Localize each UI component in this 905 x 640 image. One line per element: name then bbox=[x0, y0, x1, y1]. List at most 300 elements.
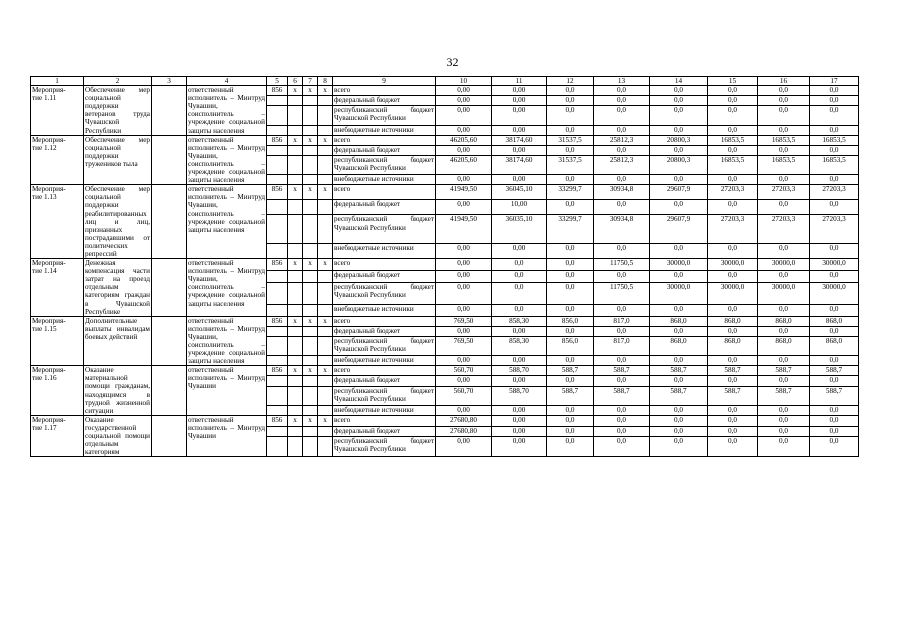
funding-value: 0,0 bbox=[758, 356, 810, 366]
page-number: 32 bbox=[446, 55, 459, 69]
funding-value: 0,00 bbox=[492, 376, 547, 386]
funding-value: 0,0 bbox=[492, 304, 547, 316]
funding-value: 0,00 bbox=[436, 145, 492, 155]
funding-value: 27203,3 bbox=[758, 215, 810, 244]
funding-value: 0,0 bbox=[547, 326, 594, 336]
funding-value: 16853,5 bbox=[708, 155, 758, 174]
funding-value: 0,0 bbox=[810, 175, 859, 185]
classification-mark bbox=[318, 282, 333, 304]
funding-value: 0,00 bbox=[492, 437, 547, 457]
funding-value: 0,00 bbox=[492, 415, 547, 426]
funding-value: 0,0 bbox=[594, 243, 650, 258]
funding-value: 0,0 bbox=[758, 415, 810, 426]
measure-title: Обеспечение мер социальной поддержки реабилитированных лиц и лиц, признанных пострадавшими от политических репрессий bbox=[85, 185, 150, 258]
grbs-code bbox=[267, 405, 288, 415]
funding-value: 0,0 bbox=[594, 437, 650, 457]
grbs-code bbox=[267, 106, 288, 125]
funding-value: 27203,3 bbox=[708, 185, 758, 200]
column-number-header: 1 bbox=[31, 77, 84, 86]
funding-value: 27680,80 bbox=[436, 426, 492, 437]
funding-value: 36035,10 bbox=[492, 215, 547, 244]
funding-value: 30000,0 bbox=[810, 282, 859, 304]
funding-value: 0,0 bbox=[758, 270, 810, 282]
funding-value: 16853,5 bbox=[810, 135, 859, 145]
classification-mark bbox=[303, 326, 318, 336]
funding-value: 0,0 bbox=[708, 106, 758, 125]
funding-value: 38174,60 bbox=[492, 135, 547, 145]
classification-mark bbox=[318, 243, 333, 258]
classification-mark bbox=[303, 215, 318, 244]
funding-value: 588,7 bbox=[758, 366, 810, 376]
classification-mark bbox=[303, 336, 318, 355]
funding-value: 29607,9 bbox=[650, 185, 708, 200]
funding-value: 0,0 bbox=[810, 304, 859, 316]
funding-value: 0,0 bbox=[810, 405, 859, 415]
funding-value: 30000,0 bbox=[810, 259, 859, 271]
funding-value: 0,0 bbox=[547, 270, 594, 282]
funding-value: 0,00 bbox=[436, 356, 492, 366]
classification-mark bbox=[318, 215, 333, 244]
funding-value: 16853,5 bbox=[758, 135, 810, 145]
classification-mark bbox=[318, 200, 333, 215]
funding-value: 588,7 bbox=[594, 366, 650, 376]
column-number-header: 11 bbox=[492, 77, 547, 86]
funding-value: 0,0 bbox=[758, 304, 810, 316]
funding-value: 0,0 bbox=[650, 106, 708, 125]
classification-mark bbox=[303, 304, 318, 316]
classification-mark bbox=[288, 106, 303, 125]
funding-value: 30000,0 bbox=[650, 259, 708, 271]
column-number-header: 3 bbox=[152, 77, 187, 86]
classification-mark bbox=[318, 426, 333, 437]
funding-value: 0,0 bbox=[708, 243, 758, 258]
classification-mark bbox=[318, 356, 333, 366]
funding-value: 0,0 bbox=[594, 415, 650, 426]
funding-value: 0,0 bbox=[547, 96, 594, 106]
funding-value: 31537,5 bbox=[547, 155, 594, 174]
funding-value: 0,0 bbox=[810, 106, 859, 125]
classification-mark bbox=[318, 304, 333, 316]
classification-mark bbox=[288, 376, 303, 386]
classification-mark bbox=[318, 145, 333, 155]
funding-value: 27203,3 bbox=[810, 215, 859, 244]
classification-mark bbox=[303, 270, 318, 282]
funding-value: 0,00 bbox=[492, 175, 547, 185]
funding-value: 30000,0 bbox=[708, 259, 758, 271]
funding-value: 0,0 bbox=[594, 145, 650, 155]
funding-value: 0,0 bbox=[758, 405, 810, 415]
funding-value: 0,00 bbox=[436, 270, 492, 282]
measure-code: Мероприя- тие 1.15 bbox=[31, 316, 84, 366]
column-number-header: 12 bbox=[547, 77, 594, 86]
funding-value: 0,0 bbox=[708, 86, 758, 96]
funding-value: 0,00 bbox=[436, 243, 492, 258]
funding-value: 30000,0 bbox=[758, 259, 810, 271]
funding-value: 0,0 bbox=[594, 106, 650, 125]
grbs-code bbox=[267, 437, 288, 457]
funding-value: 0,0 bbox=[492, 282, 547, 304]
measure-title: Оказание материальной помощи гражданам, находящимся в трудной жизненной ситуации bbox=[85, 366, 150, 415]
funding-value: 0,0 bbox=[547, 200, 594, 215]
funding-value: 0,0 bbox=[758, 145, 810, 155]
classification-mark bbox=[318, 270, 333, 282]
funding-value: 0,0 bbox=[758, 106, 810, 125]
funding-value: 856,0 bbox=[547, 336, 594, 355]
classification-mark bbox=[288, 96, 303, 106]
column-number-header: 10 bbox=[436, 77, 492, 86]
funding-value: 0,00 bbox=[492, 426, 547, 437]
grbs-code bbox=[267, 270, 288, 282]
funding-value: 0,00 bbox=[436, 405, 492, 415]
funding-value: 0,0 bbox=[810, 356, 859, 366]
funding-value: 0,0 bbox=[594, 125, 650, 135]
funding-value: 0,0 bbox=[594, 270, 650, 282]
funding-value: 588,7 bbox=[810, 366, 859, 376]
funding-value: 25812,3 bbox=[594, 155, 650, 174]
funding-value: 0,00 bbox=[492, 96, 547, 106]
measure-title: Обеспечение мер социальной поддержки ветеранов труда Чувашской Республики bbox=[85, 86, 150, 135]
column-number-header: 15 bbox=[708, 77, 758, 86]
funding-value: 0,0 bbox=[547, 175, 594, 185]
funding-value: 0,00 bbox=[492, 106, 547, 125]
funding-value: 0,0 bbox=[758, 326, 810, 336]
funding-value: 30934,8 bbox=[594, 215, 650, 244]
funding-value: 38174,60 bbox=[492, 155, 547, 174]
grbs-code bbox=[267, 426, 288, 437]
funding-value: 0,0 bbox=[810, 145, 859, 155]
funding-source: республиканский бюджет Чувашской Республики bbox=[333, 106, 436, 125]
classification-mark: x bbox=[318, 86, 333, 96]
grbs-code: 856 bbox=[267, 135, 288, 145]
funding-value: 27203,3 bbox=[810, 185, 859, 200]
funding-value: 0,0 bbox=[650, 125, 708, 135]
funding-value: 46205,60 bbox=[436, 135, 492, 145]
funding-value: 0,00 bbox=[436, 437, 492, 457]
classification-mark bbox=[303, 106, 318, 125]
funding-value: 0,00 bbox=[492, 356, 547, 366]
funding-value: 588,7 bbox=[594, 386, 650, 405]
funding-value: 0,00 bbox=[436, 326, 492, 336]
empty-cell bbox=[152, 135, 187, 185]
classification-mark bbox=[318, 437, 333, 457]
funding-value: 0,0 bbox=[547, 282, 594, 304]
funding-value: 0,0 bbox=[547, 376, 594, 386]
measure-executor: ответственный исполнитель – Минтруд Чувашии, соисполнитель – учреждение социальной защиты населения bbox=[188, 86, 265, 135]
funding-source: внебюджетные источники bbox=[333, 175, 436, 185]
funding-value: 0,00 bbox=[492, 125, 547, 135]
funding-value: 0,0 bbox=[810, 437, 859, 457]
funding-value: 0,0 bbox=[810, 426, 859, 437]
funding-value: 588,7 bbox=[547, 366, 594, 376]
funding-value: 0,00 bbox=[436, 200, 492, 215]
funding-value: 0,0 bbox=[650, 405, 708, 415]
funding-value: 868,0 bbox=[650, 336, 708, 355]
classification-mark bbox=[288, 215, 303, 244]
funding-value: 0,0 bbox=[708, 270, 758, 282]
funding-value: 0,0 bbox=[650, 200, 708, 215]
measure-executor: ответственный исполнитель – Минтруд Чувашии, соисполнитель – учреждение социальной защиты населения bbox=[188, 316, 265, 366]
column-number-header: 13 bbox=[594, 77, 650, 86]
funding-value: 16853,5 bbox=[810, 155, 859, 174]
classification-mark bbox=[288, 270, 303, 282]
classification-mark: x bbox=[303, 259, 318, 271]
column-number-header: 17 bbox=[810, 77, 859, 86]
empty-cell bbox=[152, 316, 187, 366]
funding-value: 20800,3 bbox=[650, 135, 708, 145]
funding-value: 0,00 bbox=[492, 243, 547, 258]
funding-value: 0,00 bbox=[492, 145, 547, 155]
funding-value: 0,0 bbox=[708, 326, 758, 336]
classification-mark bbox=[318, 96, 333, 106]
classification-mark: x bbox=[318, 366, 333, 376]
classification-mark bbox=[303, 386, 318, 405]
grbs-code bbox=[267, 386, 288, 405]
funding-value: 0,0 bbox=[594, 86, 650, 96]
grbs-code: 856 bbox=[267, 316, 288, 326]
funding-value: 588,7 bbox=[650, 386, 708, 405]
classification-mark: x bbox=[303, 316, 318, 326]
funding-value: 0,0 bbox=[758, 96, 810, 106]
grbs-code bbox=[267, 215, 288, 244]
classification-mark: x bbox=[288, 415, 303, 426]
funding-value: 0,00 bbox=[492, 326, 547, 336]
funding-value: 0,0 bbox=[810, 326, 859, 336]
classification-mark: x bbox=[318, 185, 333, 200]
funding-value: 0,0 bbox=[708, 145, 758, 155]
grbs-code bbox=[267, 304, 288, 316]
funding-value: 0,0 bbox=[547, 426, 594, 437]
measure-title: Денежная компенсация части затрат на проезд отдельным категориям граждан в Чувашской Республике bbox=[85, 259, 150, 316]
table-row bbox=[31, 86, 859, 96]
funding-value: 0,00 bbox=[436, 282, 492, 304]
funding-source: внебюджетные источники bbox=[333, 356, 436, 366]
funding-value: 0,0 bbox=[758, 86, 810, 96]
funding-value: 0,0 bbox=[650, 356, 708, 366]
funding-value: 27203,3 bbox=[708, 215, 758, 244]
funding-value: 41949,50 bbox=[436, 215, 492, 244]
classification-mark bbox=[318, 376, 333, 386]
funding-value: 30000,0 bbox=[708, 282, 758, 304]
funding-value: 0,00 bbox=[436, 125, 492, 135]
funding-value: 769,50 bbox=[436, 316, 492, 326]
funding-source: республиканский бюджет Чувашской Республики bbox=[333, 437, 436, 457]
funding-value: 0,0 bbox=[708, 96, 758, 106]
classification-mark bbox=[303, 243, 318, 258]
measure-code: Мероприя- тие 1.11 bbox=[31, 86, 84, 136]
funding-value: 0,0 bbox=[594, 200, 650, 215]
classification-mark bbox=[318, 106, 333, 125]
table-row bbox=[31, 259, 859, 271]
measure-code: Мероприя- тие 1.17 bbox=[31, 415, 84, 456]
measure-executor: ответственный исполнитель – Минтруд Чувашии, соисполнитель – учреждение социальной защиты населения bbox=[188, 135, 265, 185]
grbs-code bbox=[267, 356, 288, 366]
funding-value: 0,0 bbox=[492, 259, 547, 271]
measure-executor: ответственный исполнитель – Минтруд Чувашии bbox=[187, 415, 267, 456]
funding-value: 0,0 bbox=[594, 356, 650, 366]
funding-value: 0,0 bbox=[708, 200, 758, 215]
classification-mark bbox=[303, 125, 318, 135]
funding-value: 0,0 bbox=[547, 145, 594, 155]
classification-mark bbox=[288, 125, 303, 135]
funding-value: 30000,0 bbox=[758, 282, 810, 304]
funding-value: 36045,10 bbox=[492, 185, 547, 200]
grbs-code bbox=[267, 376, 288, 386]
column-number-header: 6 bbox=[288, 77, 303, 86]
funding-source: всего bbox=[333, 259, 436, 271]
funding-value: 0,0 bbox=[650, 270, 708, 282]
funding-value: 0,0 bbox=[594, 405, 650, 415]
grbs-code bbox=[267, 125, 288, 135]
table-row bbox=[31, 366, 859, 376]
funding-source: республиканский бюджет Чувашской Республики bbox=[333, 282, 436, 304]
funding-value: 0,0 bbox=[758, 376, 810, 386]
funding-value: 11750,5 bbox=[594, 282, 650, 304]
classification-mark bbox=[288, 437, 303, 457]
funding-value: 0,0 bbox=[650, 243, 708, 258]
funding-value: 769,50 bbox=[436, 336, 492, 355]
funding-source: республиканский бюджет Чувашской Республики bbox=[333, 215, 436, 244]
funding-value: 0,0 bbox=[810, 200, 859, 215]
funding-value: 0,0 bbox=[547, 356, 594, 366]
funding-value: 41949,50 bbox=[436, 185, 492, 200]
table-row bbox=[31, 185, 859, 200]
funding-value: 0,0 bbox=[708, 426, 758, 437]
funding-value: 0,0 bbox=[594, 326, 650, 336]
classification-mark bbox=[303, 426, 318, 437]
funding-value: 0,0 bbox=[810, 243, 859, 258]
funding-value: 0,0 bbox=[492, 270, 547, 282]
funding-value: 868,0 bbox=[810, 316, 859, 326]
funding-source: республиканский бюджет Чувашской Республики bbox=[333, 336, 436, 355]
table-row bbox=[31, 316, 859, 326]
measure-title: Оказание государственной социальной помощи отдельным категориям bbox=[85, 415, 150, 457]
classification-mark bbox=[288, 243, 303, 258]
classification-mark: x bbox=[288, 135, 303, 145]
funding-value: 0,00 bbox=[492, 405, 547, 415]
classification-mark bbox=[303, 200, 318, 215]
classification-mark bbox=[318, 336, 333, 355]
measure-code: Мероприя- тие 1.12 bbox=[31, 135, 84, 185]
funding-value: 0,0 bbox=[650, 86, 708, 96]
grbs-code bbox=[267, 282, 288, 304]
grbs-code: 856 bbox=[267, 415, 288, 426]
funding-source: федеральный бюджет bbox=[333, 200, 436, 215]
classification-mark: x bbox=[318, 135, 333, 145]
funding-value: 27680,80 bbox=[436, 415, 492, 426]
classification-mark bbox=[318, 386, 333, 405]
grbs-code bbox=[267, 96, 288, 106]
classification-mark: x bbox=[288, 259, 303, 271]
classification-mark: x bbox=[318, 259, 333, 271]
funding-value: 0,0 bbox=[758, 437, 810, 457]
funding-source: всего bbox=[333, 366, 436, 376]
measure-code: Мероприя- тие 1.16 bbox=[31, 366, 84, 416]
funding-value: 0,00 bbox=[436, 86, 492, 96]
funding-value: 0,0 bbox=[758, 175, 810, 185]
classification-mark: x bbox=[318, 415, 333, 426]
funding-source: всего bbox=[333, 135, 436, 145]
funding-value: 0,00 bbox=[436, 376, 492, 386]
classification-mark bbox=[303, 155, 318, 174]
grbs-code bbox=[267, 145, 288, 155]
funding-value: 868,0 bbox=[708, 316, 758, 326]
funding-value: 0,0 bbox=[547, 243, 594, 258]
funding-value: 0,0 bbox=[810, 96, 859, 106]
measure-executor: ответственный исполнитель – Минтруд Чувашии, соисполнитель – учреждение социальной защиты населения bbox=[187, 259, 267, 317]
measure-code: Мероприя- тие 1.13 bbox=[31, 185, 84, 259]
classification-mark bbox=[288, 155, 303, 174]
measure-executor: ответственный исполнитель – Минтруд Чувашии, соисполнитель – учреждение социальной защиты населения bbox=[187, 185, 267, 259]
funding-value: 20800,3 bbox=[650, 155, 708, 174]
funding-value: 0,0 bbox=[758, 200, 810, 215]
funding-value: 0,0 bbox=[810, 376, 859, 386]
funding-source: федеральный бюджет bbox=[333, 145, 436, 155]
classification-mark: x bbox=[318, 316, 333, 326]
funding-value: 0,0 bbox=[650, 326, 708, 336]
funding-value: 0,0 bbox=[547, 304, 594, 316]
funding-value: 0,0 bbox=[547, 106, 594, 125]
funding-value: 11750,5 bbox=[594, 259, 650, 271]
funding-value: 25812,3 bbox=[594, 135, 650, 145]
classification-mark bbox=[288, 336, 303, 355]
grbs-code bbox=[267, 326, 288, 336]
column-number-header: 7 bbox=[303, 77, 318, 86]
funding-value: 0,0 bbox=[650, 304, 708, 316]
funding-value: 0,00 bbox=[436, 175, 492, 185]
funding-value: 868,0 bbox=[758, 336, 810, 355]
funding-value: 46205,60 bbox=[436, 155, 492, 174]
classification-mark bbox=[288, 200, 303, 215]
funding-value: 0,0 bbox=[547, 415, 594, 426]
funding-value: 0,0 bbox=[650, 145, 708, 155]
funding-value: 0,0 bbox=[708, 175, 758, 185]
classification-mark bbox=[303, 356, 318, 366]
classification-mark bbox=[303, 145, 318, 155]
classification-mark bbox=[288, 326, 303, 336]
funding-value: 0,0 bbox=[810, 415, 859, 426]
classification-mark: x bbox=[288, 366, 303, 376]
funding-value: 588,7 bbox=[708, 386, 758, 405]
funding-value: 856,0 bbox=[547, 316, 594, 326]
classification-mark bbox=[318, 175, 333, 185]
classification-mark: x bbox=[303, 86, 318, 96]
grbs-code: 856 bbox=[267, 86, 288, 96]
classification-mark bbox=[288, 145, 303, 155]
funding-value: 27203,3 bbox=[758, 185, 810, 200]
measure-title: Обеспечение мер социальной поддержки тружеников тыла bbox=[84, 135, 152, 185]
funding-value: 33299,7 bbox=[547, 215, 594, 244]
funding-value: 30934,8 bbox=[594, 185, 650, 200]
funding-value: 0,0 bbox=[594, 426, 650, 437]
classification-mark: x bbox=[303, 366, 318, 376]
column-number-header: 5 bbox=[267, 77, 288, 86]
funding-value: 868,0 bbox=[650, 316, 708, 326]
grbs-code bbox=[267, 243, 288, 258]
column-number-header: 9 bbox=[333, 77, 436, 86]
grbs-code bbox=[267, 155, 288, 174]
classification-mark bbox=[318, 405, 333, 415]
column-number-header: 4 bbox=[187, 77, 267, 86]
grbs-code bbox=[267, 200, 288, 215]
funding-value: 16853,5 bbox=[758, 155, 810, 174]
funding-value: 0,0 bbox=[758, 243, 810, 258]
funding-value: 817,0 bbox=[594, 336, 650, 355]
funding-value: 0,0 bbox=[547, 259, 594, 271]
funding-value: 0,0 bbox=[810, 125, 859, 135]
funding-value: 0,0 bbox=[810, 270, 859, 282]
classification-mark: x bbox=[303, 185, 318, 200]
classification-mark bbox=[303, 405, 318, 415]
